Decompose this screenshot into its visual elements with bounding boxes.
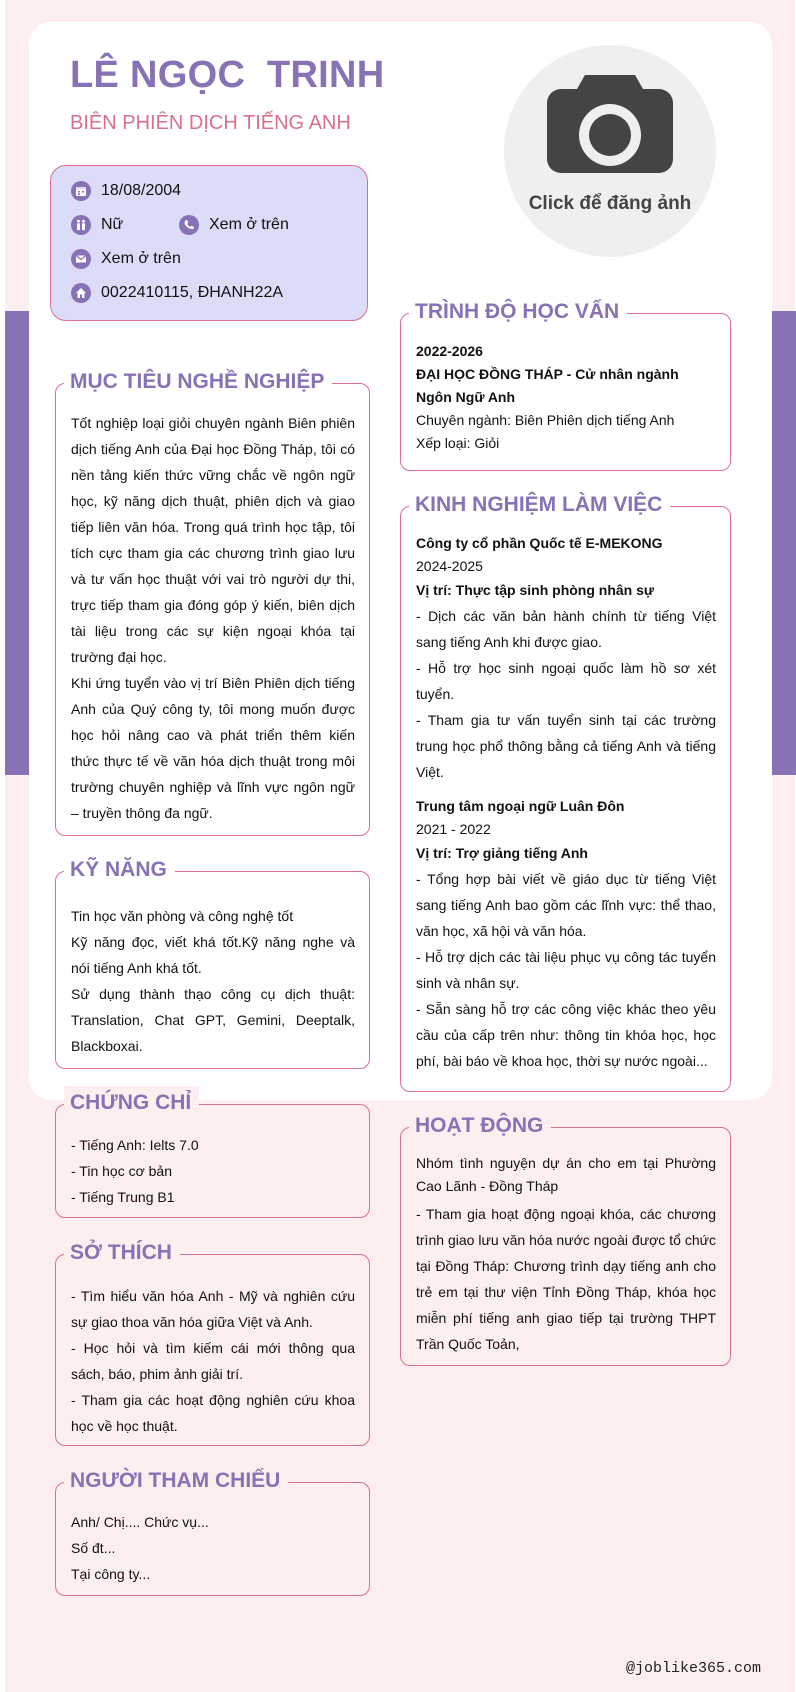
career-objective-section [55, 370, 370, 836]
job-title: BIÊN PHIÊN DỊCH TIẾNG ANH [70, 112, 351, 134]
work-experience-section [400, 493, 731, 1092]
activity-item: - Tham gia hoạt động ngoại khóa, các chương trình giao lưu văn hóa nước ngoài được tổ chức tại Đồng Tháp: Chương trình dạy tiếng anh cho trẻ em tại thư viện Tỉnh Đồng Tháp, khóa học miễn phí tiếng anh giao tiếp tại trường THPT Trần Quốc Toản, [416, 1206, 716, 1352]
camera-icon [547, 75, 673, 173]
email-value: Xem ở trên [101, 250, 181, 267]
reference-item: Số đt... [71, 1540, 116, 1556]
photo-upload-label: Click để đăng ảnh [528, 193, 692, 214]
section-title: SỞ THÍCH [64, 1236, 180, 1270]
job-duty: - Hỗ trợ học sinh ngoại quốc làm hồ sơ xét tuyển. [416, 660, 716, 702]
job-duty: - Dịch các văn bản hành chính từ tiếng Việt sang tiếng Anh khi được giao. [416, 608, 716, 650]
job-period: 2021 - 2022 [416, 821, 491, 837]
skill-item: Tin học văn phòng và công nghệ tốt [71, 908, 294, 924]
job-position: Vị trí: Trợ giảng tiếng Anh [416, 845, 588, 861]
education-section [400, 300, 731, 471]
job-company: Công ty cổ phần Quốc tế E-MEKONG [416, 535, 663, 551]
phone-value: Xem ở trên [209, 216, 289, 233]
section-title: TRÌNH ĐỘ HỌC VẤN [409, 295, 627, 329]
birthday-row [71, 181, 181, 201]
job-company: Trung tâm ngoại ngữ Luân Đôn [416, 798, 625, 814]
section-title: HOẠT ĐỘNG [409, 1109, 551, 1143]
reference-item: Tại công ty... [71, 1566, 151, 1582]
photo-upload[interactable] [504, 45, 716, 257]
gender-row [71, 215, 123, 235]
mail-icon [71, 249, 91, 269]
activity-item: Nhóm tình nguyện dự án cho em tại Phường Cao Lãnh - Đồng Tháp [416, 1155, 716, 1194]
education-major: Chuyên ngành: Biên Phiên dịch tiếng Anh [416, 412, 675, 428]
objective-paragraph: Tốt nghiệp loại giỏi chuyên ngành Biên phiên dịch tiếng Anh của Đại học Đồng Tháp, tôi có nền tảng kiến thức vững chắc về ngôn ngữ học, kỹ năng dịch thuật, phiên dịch và giao tiếp liên văn hóa. Trong quá trình học tập, tôi tích cực tham gia các chương trình giao lưu và tư vấn học thuật với vai trò người dự thi, trực tiếp tham gia đóng góp ý kiến, biên dịch tài liệu trong các sự kiện ngoại khóa tại trường đại học. [71, 415, 355, 665]
section-title: CHỨNG CHỈ [64, 1086, 199, 1120]
home-icon [71, 283, 91, 303]
email-row [71, 249, 181, 269]
certificate-item: - Tiếng Trung B1 [71, 1189, 175, 1205]
education-grade: Xếp loại: Giỏi [416, 435, 500, 451]
address-row [71, 283, 283, 303]
hobby-item: - Học hỏi và tìm kiếm cái mới thông qua sách, báo, phim ảnh giải trí. [71, 1340, 355, 1382]
skills-section [55, 858, 370, 1069]
job-period: 2024-2025 [416, 558, 483, 574]
activities-section [400, 1114, 731, 1366]
objective-paragraph: Khi ứng tuyển vào vị trí Biên Phiên dịch tiếng Anh của Quý công ty, tôi mong muốn được học hỏi nâng cao và phát triển thêm kiến thức thực tế về văn hóa dịch thuật trong môi trường chuyên nghiệp và lĩnh vực ngôn ngữ – truyền thông đa ngữ. [71, 675, 355, 821]
reference-item: Anh/ Chị.... Chức vụ... [71, 1514, 209, 1530]
watermark: @joblike365.com [626, 1660, 762, 1677]
certificate-item: - Tiếng Anh: Ielts 7.0 [71, 1137, 199, 1153]
skill-item: Kỹ năng đọc, viết khá tốt.Kỹ năng nghe và nói tiếng Anh khá tốt. [71, 934, 355, 976]
job-duty: - Hỗ trợ dịch các tài liệu phục vụ công tác tuyển sinh và nhân sự. [416, 949, 716, 991]
job-duty: - Tổng hợp bài viết về giáo dục từ tiếng Việt sang tiếng Anh bao gồm các lĩnh vực: thể thao, văn học, xã hội và văn hóa. [416, 871, 716, 939]
education-school: ĐẠI HỌC ĐỒNG THÁP - Cử nhân ngành Ngôn Ngữ Anh [416, 366, 679, 405]
calendar-icon [71, 181, 91, 201]
phone-row [179, 215, 289, 235]
contact-info-box [50, 165, 368, 321]
phone-icon [179, 215, 199, 235]
gender-icon [71, 215, 91, 235]
job-entry [416, 532, 716, 785]
hobby-item: - Tìm hiểu văn hóa Anh - Mỹ và nghiên cứu sự giao thoa văn hóa giữa Việt và Anh. [71, 1288, 355, 1330]
certificates-section [55, 1091, 370, 1218]
references-section [55, 1469, 370, 1596]
certificate-item: - Tin học cơ bản [71, 1163, 173, 1179]
address-value: 0022410115, ĐHANH22A [101, 284, 284, 301]
section-title: NGƯỜI THAM CHIẾU [64, 1464, 288, 1498]
job-entry [416, 795, 716, 1074]
section-title: KỸ NĂNG [64, 853, 175, 887]
skill-item: Sử dụng thành thạo công cụ dịch thuật: Translation, Chat GPT, Gemini, Deeptalk, Blackboxai. [71, 986, 355, 1054]
job-position: Vị trí: Thực tập sinh phòng nhân sự [416, 582, 655, 598]
section-title: KINH NGHIỆM LÀM VIỆC [409, 488, 670, 522]
education-period: 2022-2026 [416, 343, 483, 359]
section-title: MỤC TIÊU NGHỀ NGHIỆP [64, 365, 332, 399]
birthday-value: 18/08/2004 [101, 182, 182, 199]
hobbies-section [55, 1241, 370, 1446]
job-duty: - Sẵn sàng hỗ trợ các công việc khác theo yêu cầu của cấp trên như: thông tin khóa học, học phí, bài báo về khoa học, thời sự nước ngoài... [416, 1001, 716, 1069]
candidate-name: LÊ NGỌC TRINH [70, 54, 385, 96]
left-accent-bar [5, 311, 29, 775]
right-accent-bar [772, 311, 796, 775]
hobby-item: - Tham gia các hoạt động nghiên cứu khoa học về học thuật. [71, 1392, 355, 1434]
gender-value: Nữ [101, 216, 124, 233]
job-duty: - Tham gia tư vấn tuyển sinh tại các trường trung học phổ thông bằng cả tiếng Anh và tiếng Việt. [416, 712, 716, 780]
